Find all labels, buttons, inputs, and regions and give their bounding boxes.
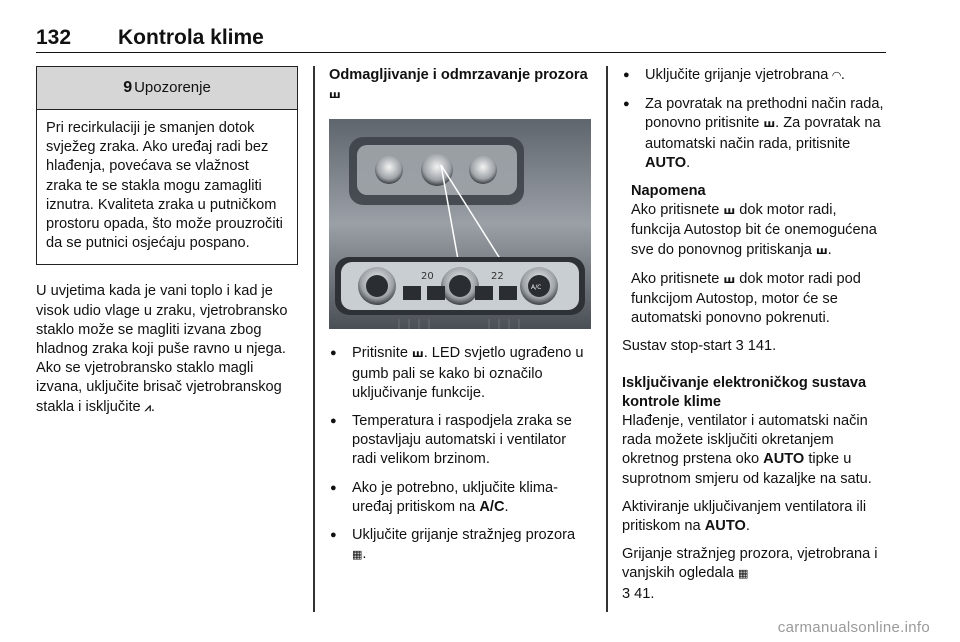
defrost-steps — [329, 344, 591, 565]
wiper-icon: ⩘ — [144, 401, 151, 414]
column-3 — [622, 66, 890, 604]
list-item: ● Ako je potrebno, uključite klima-uređaj pritiskom na A/C. — [329, 479, 591, 517]
column-divider — [313, 66, 315, 612]
warning-title: Upozorenje — [134, 79, 211, 97]
section-heading: Odmagljivanje i odmrzavanje prozora ꟺ — [329, 67, 588, 102]
panel-ac-label: A/C — [531, 284, 542, 292]
column-1 — [36, 66, 298, 418]
watermark: carmanualsonline.info — [777, 619, 930, 636]
paragraph: Aktiviranje uključivanjem ventilatora ili pritiskom na AUTO. — [622, 498, 867, 535]
defrost-icon: ꟺ — [723, 205, 736, 218]
paragraph: Grijanje stražnjeg prozora, vjetrobrana i vanjskih ogledala ▦ 3 41. — [622, 546, 878, 602]
warning-box — [36, 66, 298, 265]
rear-window-heat-icon: ▦ — [352, 549, 363, 562]
note-paragraph: Ako pritisnete ꟺ dok motor radi, funkcija Autostop bit će onemogućena sve do ponovnog pritiskanja ꟺ. — [631, 202, 877, 258]
page-ref-link[interactable]: 3 41. — [622, 585, 655, 602]
list-item: ● Temperatura i raspodjela zraka se postavljaju automatski i ventilator radi velikom brzinom. — [329, 412, 591, 470]
column-2 — [329, 66, 591, 565]
page-number: 132 — [36, 26, 72, 49]
list-item: ● Za povratak na prethodni način rada, ponovno pritisnite ꟺ. Za povratak na automatski način rada, pritisnite AUTO. — [622, 95, 890, 173]
climate-panel-photo — [329, 119, 591, 329]
defrost-icon: ꟺ — [412, 348, 424, 361]
warning-text: Pri recirkulaciji je smanjen dotok svježeg zraka. Ako uređaj radi bez hlađenja, povećava se vlažnost zraka te se stakla mogu zamagliti iznutra. Kvaliteta zraka u putničkom prostoru opada, što može prouzročiti da se putnici osjećaju pospano. — [46, 120, 283, 252]
defrost-icon: ꟺ — [815, 244, 828, 257]
warning-icon: 9 — [123, 79, 133, 97]
windscreen-heat-icon: ◠ — [832, 70, 841, 82]
page-header — [36, 22, 886, 53]
list-item: ● Uključite grijanje stražnjeg prozora ▦. — [329, 526, 591, 565]
paragraph: Hlađenje, ventilator i automatski način rada možete isključiti okretanjem okretnog prstena oko AUTO tipke u suprotnom smjeru od kazaljke na satu. — [622, 413, 872, 487]
column-divider — [606, 66, 608, 612]
rear-window-heat-icon: ▦ — [738, 568, 749, 581]
warning-header — [37, 67, 297, 110]
section-heading: Isključivanje elektroničkog sustava kontrole klime — [622, 374, 867, 410]
note-paragraph: Ako pritisnete ꟺ dok motor radi pod funkcijom Autostop, motor će se automatski ponovno pokrenuti. — [631, 270, 861, 327]
list-item: ● Uključite grijanje vjetrobrana ◠. — [622, 66, 890, 86]
list-item: ● Pritisnite ꟺ. LED svjetlo ugrađeno u gumb pali se kako bi označilo uključivanje funkcije. — [329, 344, 591, 403]
defrost-steps-continued — [622, 66, 890, 173]
paragraph: U uvjetima kada je vani toplo i kad je visok udio vlage u zraku, vjetrobransko staklo može se magliti izvana zbog hladnog zraka koji puše ravno u njega. Ako se vjetrobransko staklo magli izvana, uključite brisač vjetrobranskog stakla i isključite ⩘. — [36, 283, 288, 415]
defrost-icon: ꟺ — [329, 89, 341, 102]
panel-temp-right: 22 — [491, 271, 504, 283]
defrost-icon: ꟺ — [723, 273, 736, 286]
note-title: Napomena — [631, 183, 706, 200]
defrost-icon: ꟺ — [763, 118, 776, 131]
climate-panel-illustration — [329, 119, 591, 329]
chapter-title: Kontrola klime — [118, 26, 264, 49]
cross-reference: Sustav stop-start 3 141. — [622, 338, 777, 355]
panel-temp-left: 20 — [421, 271, 434, 283]
page-ref-link[interactable]: 3 141. — [735, 338, 777, 355]
note-box — [631, 182, 890, 328]
